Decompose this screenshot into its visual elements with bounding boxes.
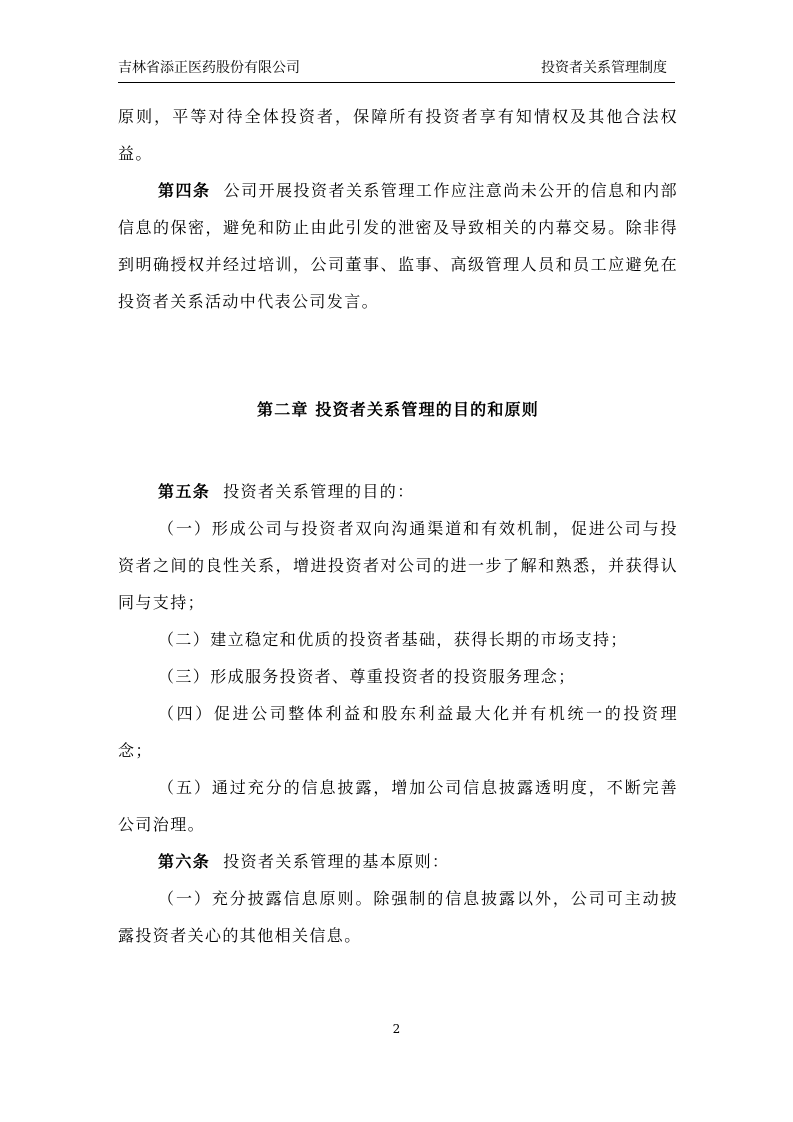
section-block [118,473,678,954]
header-doc-title: 投资者关系管理制度 [541,60,667,76]
page-header [118,58,675,83]
header-company: 吉林省添正医药股份有限公司 [118,60,300,76]
page-number: 2 [392,1022,401,1036]
list-item: （四）促进公司整体利益和股东利益最大化并有机统一的投资理念； [118,704,678,760]
article-4-label: 第四条 [158,181,211,200]
chapter-title: 第二章 投资者关系管理的目的和原则 [257,400,539,419]
list-item: （二）建立稳定和优质的投资者基础，获得长期的市场支持； [158,630,628,649]
article-6-text: 投资者关系管理的基本原则： [223,852,450,871]
article-6-label: 第六条 [158,852,211,871]
article-6 [118,843,678,880]
list-item: （一）形成公司与投资者双向沟通渠道和有效机制，促进公司与投资者之间的良性关系，增进投资者对公司的进一步了解和熟悉，并获得认同与支持； [118,519,678,612]
article-5-text: 投资者关系管理的目的： [223,482,415,501]
list-item: （三）形成服务投资者、尊重投资者的投资服务理念； [158,667,576,686]
paragraph-continuation: 原则，平等对待全体投资者，保障所有投资者享有知情权及其他合法权益。 [118,107,678,163]
article-4 [118,172,678,320]
top-block [118,98,678,320]
article-5 [118,473,678,510]
list-item: （一）充分披露信息原则。除强制的信息披露以外，公司可主动披露投资者关心的其他相关信息。 [118,889,678,945]
article-5-label: 第五条 [158,482,211,501]
article-4-text: 公司开展投资者关系管理工作应注意尚未公开的信息和内部信息的保密，避免和防止由此引发的泄密及导致相关的内幕交易。除非得到明确授权并经过培训，公司董事、监事、高级管理人员和员工应避免在投资者关系活动中代表公司发言。 [118,181,678,311]
list-item: （五）通过充分的信息披露，增加公司信息披露透明度，不断完善公司治理。 [118,778,678,834]
